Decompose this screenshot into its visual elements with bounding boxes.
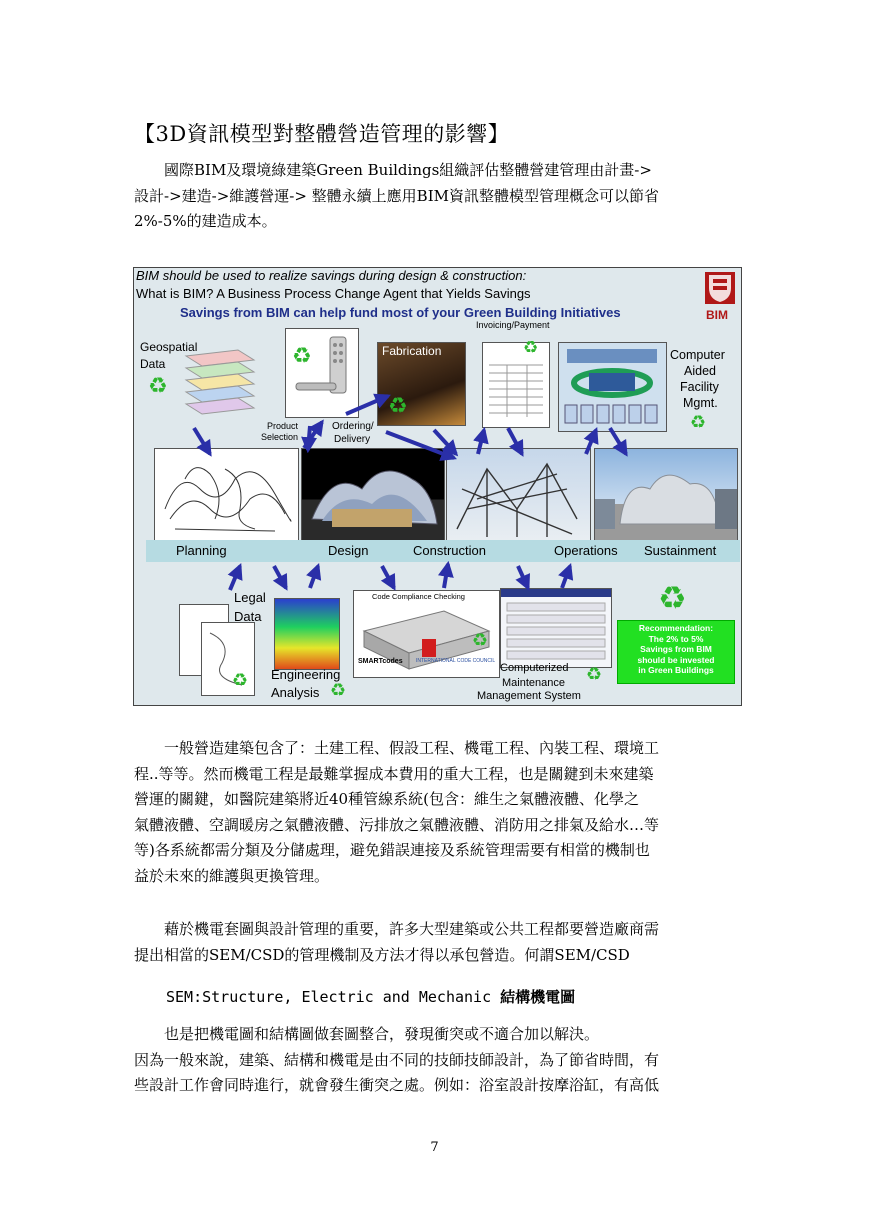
arrow [586, 430, 596, 454]
arrow [518, 566, 528, 588]
figure-title-line-1: BIM should be used to realize savings during design & construction: [136, 268, 527, 283]
text-line: 2%-5%的建造成本。 [134, 212, 277, 230]
intro-paragraph [134, 158, 740, 235]
cafm-label-1: Computer [670, 348, 725, 362]
arrow [310, 566, 318, 588]
phase-sustainment: Sustainment [644, 543, 717, 558]
recycle-icon: ♻ [292, 344, 312, 369]
recycle-icon: ♻ [388, 394, 408, 419]
phase-planning: Planning [176, 543, 227, 558]
arrow [610, 428, 626, 454]
recommendation-line: Savings from BIM [640, 644, 712, 654]
text-line: 提出相當的SEM/CSD的管理機制及方法才得以承包營造。何謂SEM/CSD [134, 945, 630, 964]
arrow [382, 566, 394, 588]
arrow [346, 396, 388, 414]
legal-label: Legal [234, 590, 266, 605]
legal-data-label: Data [234, 609, 262, 624]
cmms-label-1: Computerized [500, 662, 569, 674]
cafm-label-3: Facility [680, 380, 719, 394]
phase-design: Design [328, 543, 369, 558]
recycle-icon: ♻ [330, 680, 347, 701]
geospatial-label: Geospatial [140, 340, 198, 354]
recycle-icon: ♻ [523, 338, 539, 358]
text-line: 藉於機電套圖與設計管理的重要，許多大型建築或公共工程都要營造廠商需 [134, 920, 660, 938]
recycle-icon: ♻ [232, 670, 249, 691]
bim-savings-figure [133, 267, 742, 706]
page-number: 7 [430, 1140, 439, 1155]
arrow [562, 566, 570, 588]
cafm-label-4: Mgmt. [683, 396, 718, 410]
arrow [444, 564, 448, 588]
recycle-icon: ♻ [690, 412, 707, 433]
product-label: Product [266, 421, 298, 431]
ordering-label: Ordering/ [332, 421, 374, 432]
arrow [386, 432, 454, 458]
text-line: 營運的關鍵，如醫院建築將近40種管線系統(包含：維生之氣體液體、化學之 [134, 790, 639, 808]
invoicing-label: Invoicing/Payment [476, 320, 550, 330]
geospatial-data-label: Data [140, 357, 166, 371]
engineering-label: Engineering [271, 667, 341, 682]
recommendation-line: in Green Buildings [638, 665, 714, 675]
arrow [478, 430, 484, 454]
analysis-label: Analysis [271, 685, 320, 700]
arrow [274, 566, 286, 588]
bim-logo-text: BIM [706, 308, 728, 322]
section-heading: 【3D資訊模型對整體營造管理的影響】 [134, 122, 510, 146]
text-line: 程..等等。然而機電工程是最難掌握成本費用的重大工程，也是關鍵到未來建築 [134, 764, 654, 783]
text-line: 因為一般來說，建築、結構和機電是由不同的技師技師設計，為了節省時間，有 [134, 1050, 660, 1069]
code-compliance-label: Code Compliance Checking [372, 592, 465, 601]
flow-arrows [134, 268, 741, 705]
sem-definition [166, 986, 575, 1007]
arrow [508, 428, 522, 454]
text-line: 等)各系統都需分類及分儲處理，避免錯誤連接及系統管理需要有相當的機制也 [134, 841, 650, 859]
phase-operations: Operations [554, 543, 618, 558]
recycle-icon: ♻ [658, 579, 687, 617]
recommendation-line: Recommendation: [638, 623, 714, 633]
arrow [194, 428, 210, 454]
sem-suffix: 結構機電圖 [500, 988, 576, 1006]
recycle-icon: ♻ [148, 374, 168, 399]
cmms-label-2: Maintenance [502, 677, 565, 689]
text-line: 國際BIM及環境綠建築Green Buildings組織評估整體營建管理由計畫-> [134, 161, 652, 179]
recommendation-line: The 2% to 5% [648, 633, 704, 644]
icc-label: INTERNATIONAL CODE COUNCIL [416, 658, 496, 664]
phase-construction: Construction [413, 543, 486, 558]
cafm-label-2: Aided [684, 364, 716, 378]
fabrication-label: Fabrication [382, 344, 442, 358]
recycle-icon: ♻ [586, 664, 603, 685]
figure-title-line-3: Savings from BIM can help fund most of your Green Building Initiatives [180, 305, 621, 320]
arrow [308, 426, 310, 450]
sem-prefix: SEM:Structure, Electric and Mechanic [166, 988, 501, 1006]
selection-label: Selection [260, 432, 298, 442]
text-line: 一般營造建築包含了：土建工程、假設工程、機電工程、內裝工程、環境工 [134, 739, 660, 757]
arrow [230, 566, 240, 590]
text-line: 益於未來的維護與更換管理。 [134, 866, 330, 885]
delivery-label: Delivery [334, 434, 371, 445]
text-line: 氣體液體、空調暖房之氣體液體、污排放之氣體液體、消防用之排氣及給水…等 [134, 815, 660, 834]
integration-paragraph [134, 1022, 740, 1099]
sem-csd-paragraph [134, 917, 740, 968]
recommendation-line: should be invested [637, 654, 715, 665]
text-line: 些設計工作會同時進行，就會發生衝突之處。例如：浴室設計按摩浴缸，有高低 [134, 1076, 660, 1094]
text-line: 設計->建造->維護營運-> 整體永續上應用BIM資訊整體模型管理概念可以節省 [134, 186, 659, 205]
recycle-icon: ♻ [472, 630, 489, 651]
cmms-label-3: Management System [477, 690, 581, 702]
figure-title-line-2: What is BIM? A Business Process Change Agent that Yields Savings [136, 286, 531, 301]
smartcodes-label: SMARTcodes [358, 658, 403, 665]
text-line: 也是把機電圖和結構圖做套圖整合，發現衝突或不適合加以解決。 [134, 1025, 600, 1043]
mep-paragraph [134, 736, 740, 889]
